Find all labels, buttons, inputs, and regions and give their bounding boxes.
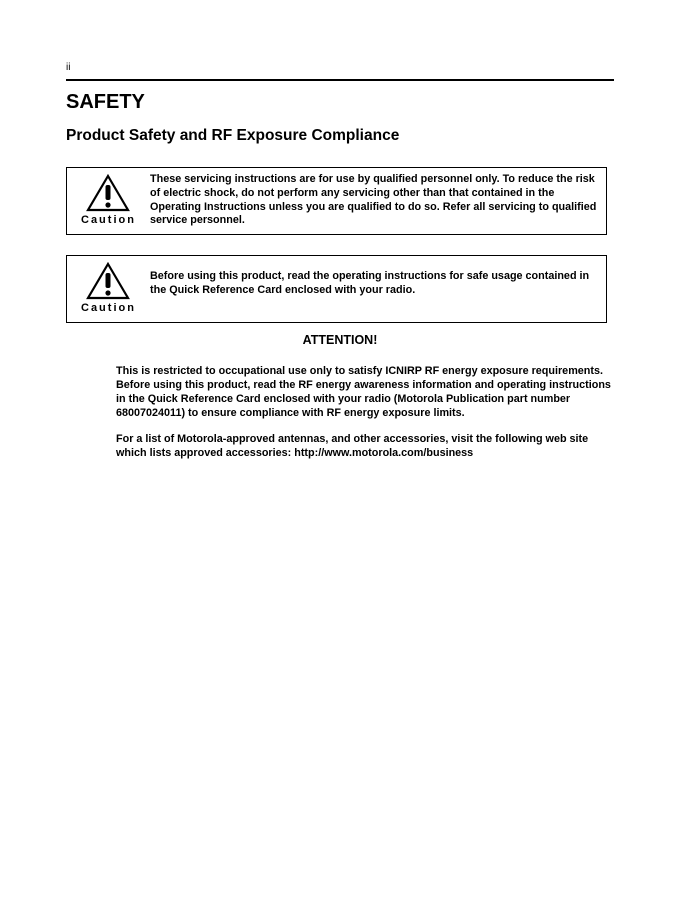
caution-text: These servicing instructions are for use by qualified personnel only. To reduce the risk of electric shock, do not perform any servicing other than that contained in the Operating Instructions unless you are qualified to do so. Refer all servicing to qualified service personnel.: [150, 173, 597, 227]
warning-triangle-icon: [86, 174, 130, 212]
caution-label: Caution: [81, 302, 136, 314]
caution-label: Caution: [81, 214, 136, 226]
page-number: ii: [66, 62, 71, 73]
caution-icon: [81, 262, 135, 318]
section-subtitle: Product Safety and RF Exposure Compliance: [66, 127, 400, 144]
header-rule: [66, 79, 614, 81]
caution-box-usage: [66, 255, 607, 323]
caution-text: Before using this product, read the operating instructions for safe usage contained in the Quick Reference Card enclosed with your radio.: [150, 270, 590, 296]
caution-box-servicing: [66, 167, 607, 235]
caution-icon: [81, 174, 135, 230]
attention-heading: ATTENTION!: [302, 333, 378, 347]
page-title: SAFETY: [66, 91, 145, 113]
accessories-paragraph: For a list of Motorola-approved antennas, and other accessories, visit the following web site which lists approved accessories: http://www.motorola.com/business: [116, 433, 589, 459]
warning-triangle-icon: [86, 262, 130, 300]
rf-exposure-paragraph: This is restricted to occupational use only to satisfy ICNIRP RF energy exposure requirements. Before using this product, read the RF energy awareness information and operating instructions in the Quick Reference Card enclosed with your radio (Motorola Publication part number 68007024011) to ensure compliance with RF energy exposure limits.: [116, 365, 611, 419]
